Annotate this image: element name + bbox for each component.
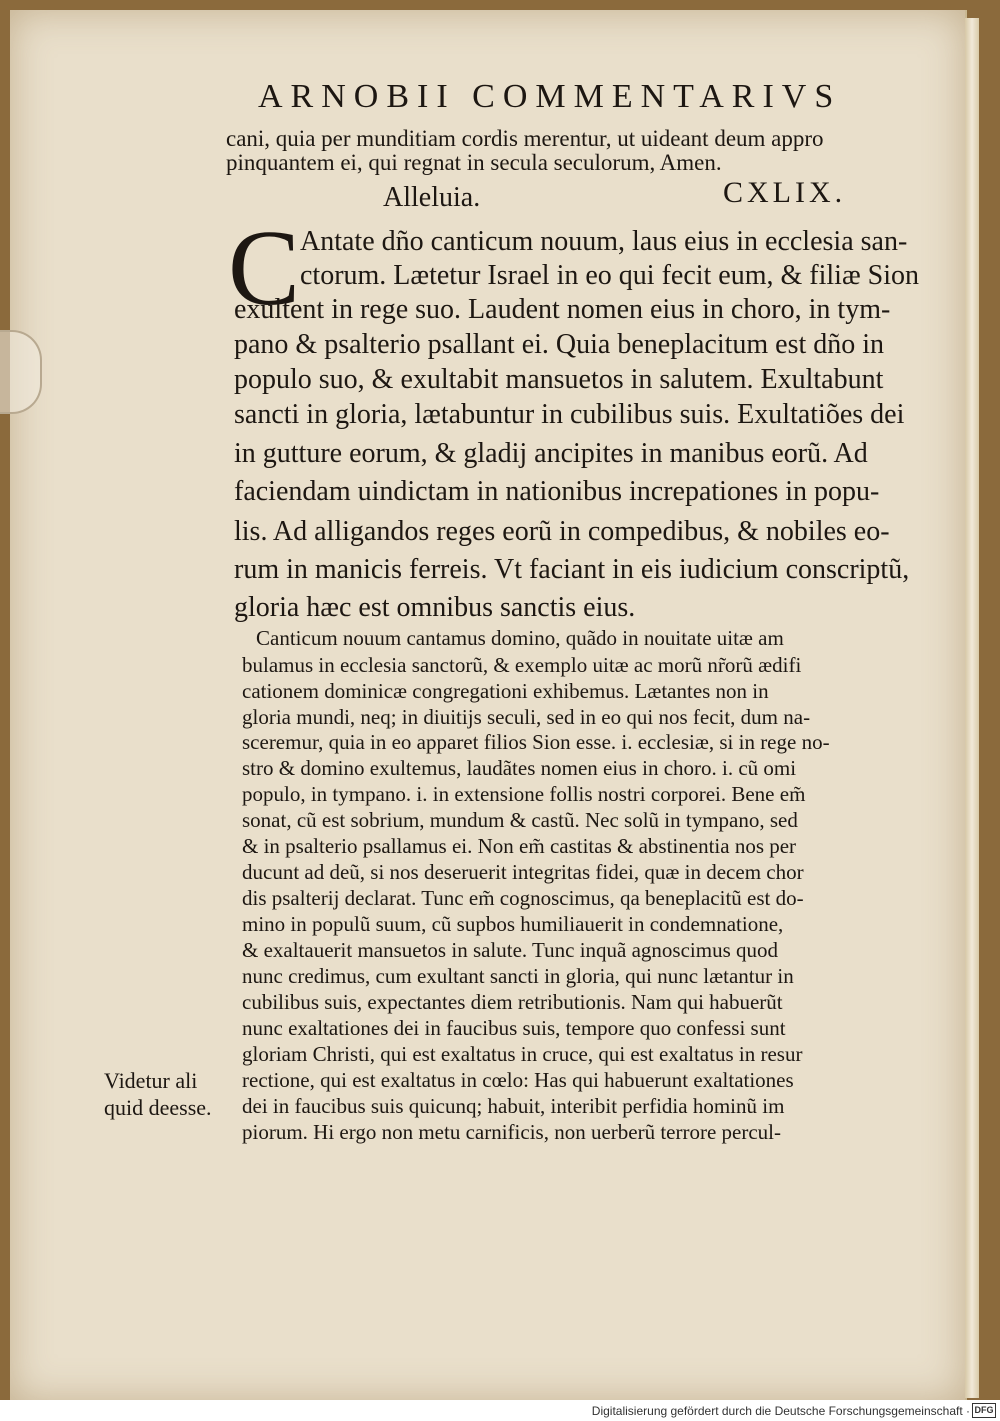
psalm-number: CXLIX.	[723, 176, 847, 209]
commentary-line: piorum. Hi ergo non metu carnificis, non uerberũ terrore percul-	[242, 1120, 782, 1144]
commentary-line: dis psalterij declarat. Tunc em̃ cognoscimus, qa beneplacitũ est do-	[242, 886, 804, 910]
commentary-line: cubilibus suis, expectantes diem retributionis. Nam qui habuerũt	[242, 990, 783, 1014]
commentary-line: dei in faucibus suis quicunq; habuit, interibit perfidia hominũ im	[242, 1094, 785, 1118]
psalm-line: sancti in gloria, lætabuntur in cubilibus suis. Exultatiões dei	[234, 399, 905, 430]
page-edge	[965, 18, 979, 1398]
psalm-line: exultent in rege suo. Laudent nomen eius in choro, in tym-	[234, 294, 891, 325]
psalm-line: in gutture eorum, & gladij ancipites in manibus eorũ. Ad	[234, 438, 868, 469]
footer-credit: Digitalisierung gefördert durch die Deutsche Forschungsgemeinschaft ·	[591, 1404, 970, 1418]
intro-line: pinquantem ei, qui regnat in secula seculorum, Amen.	[226, 150, 722, 175]
margin-note-line: Videtur ali	[104, 1068, 198, 1093]
drop-capital: C	[228, 209, 301, 328]
commentary-line: populo, in tympano. i. in extensione follis nostri corporei. Bene em̃	[242, 782, 806, 806]
running-head: ARNOBII COMMENTARIVS	[258, 78, 842, 115]
psalm-line: ctorum. Lætetur Israel in eo qui fecit eum, & filiæ Sion	[300, 260, 919, 291]
commentary-line: Canticum nouum cantamus domino, quãdo in nouitate uitæ am	[256, 626, 784, 650]
commentary-line: nunc credimus, cum exultant sancti in gloria, qui nunc lætantur in	[242, 964, 794, 988]
psalm-line: rum in manicis ferreis. Vt faciant in eis iudicium conscriptũ,	[234, 554, 910, 585]
psalm-line: gloria hæc est omnibus sanctis eius.	[234, 592, 636, 623]
commentary-line: bulamus in ecclesia sanctorũ, & exemplo uitæ ac morũ nr̃orũ ædifi	[242, 653, 802, 677]
commentary-line: & in psalterio psallamus ei. Non em̃ castitas & abstinentia nos per	[242, 834, 797, 858]
psalm-line: populo suo, & exultabit mansuetos in salutem. Exultabunt	[234, 364, 884, 395]
commentary-line: mino in populũ suum, cũ supbos humiliauerit in condemnatione,	[242, 912, 784, 936]
psalm-line: pano & psalterio psallant ei. Quia beneplacitum est dño in	[234, 329, 885, 360]
commentary-line: gloria mundi, neq; in diuitijs seculi, sed in eo qui nos fecit, dum na-	[242, 705, 811, 729]
clasp-mark	[0, 330, 42, 414]
commentary-line: nunc exaltationes dei in faucibus suis, tempore quo confessi sunt	[242, 1016, 786, 1040]
commentary-line: stro & domino exultemus, laudãtes nomen eius in choro. i. cũ omi	[242, 756, 797, 780]
psalm-line: faciendam uindictam in nationibus increpationes in popu-	[234, 476, 880, 507]
commentary-line: cationem dominicæ congregationi exhibemus. Lætantes non in	[242, 679, 769, 703]
psalm-line: lis. Ad alligandos reges eorũ in compedibus, & nobiles eo-	[234, 516, 890, 547]
psalm-heading-word: Alleluia.	[383, 182, 481, 213]
commentary-line: gloriam Christi, qui est exaltatus in cruce, qui est exaltatus in resur	[242, 1042, 803, 1066]
commentary-line: rectione, qui est exaltatus in cœlo: Has qui habuerunt exaltationes	[242, 1068, 794, 1092]
psalm-line: Antate dño canticum nouum, laus eius in ecclesia san-	[300, 226, 908, 257]
intro-line: cani, quia per munditiam cordis merentur, ut uideant deum appro	[226, 126, 824, 151]
commentary-line: sceremur, quia in eo apparet filios Sion esse. i. ecclesiæ, si in rege no-	[242, 730, 830, 754]
commentary-line: ducunt ad deũ, si nos deseruerit integritas fidei, quæ in decem chor	[242, 860, 804, 884]
commentary-line: sonat, cũ est sobrium, mundum & castũ. Nec solũ in tympano, sed	[242, 808, 798, 832]
margin-note-line: quid deesse.	[104, 1095, 212, 1120]
dfg-logo: DFG	[972, 1403, 996, 1418]
commentary-line: & exaltauerit mansuetos in salute. Tunc inquã agnoscimus quod	[242, 938, 779, 962]
